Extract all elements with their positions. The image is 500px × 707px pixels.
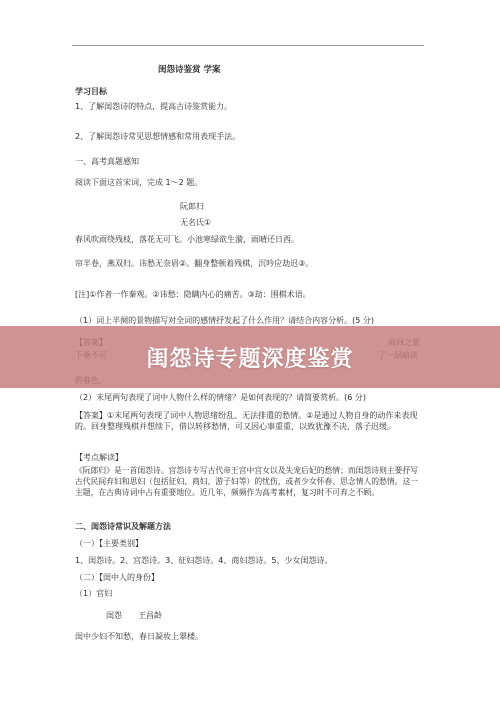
banner-title: 闺怨诗专题深度鉴赏 — [146, 346, 354, 372]
goal-item-2: 2、了解闺怨诗常见思想情感和常用表现手法。 — [75, 132, 241, 141]
poem-line-1: 春风吹雨绕残枝，落花无可飞。小池寒绿欲生漪，雨晴还日西。 — [75, 235, 299, 244]
question-2: （2）末尾两句表现了词中人物什么样的情绪？是如何表现的？请简要赏析。(6 分) — [75, 393, 366, 402]
poem-title: 阮郎归 — [180, 202, 204, 211]
analysis-text: 《阮郎归》是一首闺怨诗。宫怨诗专写古代帝王宫中宫女以及失宠后妃的愁情；而闺怨诗则主要抒写古代民间弃妇和思妇（包括征妇、商妇、游子妇等）的忧伤，或者少女怀春、思念情人的愁情。这一主题，在古典诗词中占有重要地位。近几年，频频作为高考素材，复习时不可弃之不顾。 — [75, 466, 419, 497]
analysis-heading: 【考点解读】 — [75, 453, 123, 462]
section2-types: 1、闺怨诗。2、宫怨诗。3、征妇怨诗。4、商妇怨诗。5、少女闺怨诗。 — [75, 556, 333, 565]
goals-heading: 学习目标 — [75, 87, 107, 96]
page-title: 闺怨诗鉴赏 学案 — [158, 65, 221, 75]
poem-note: [注]①作者一作秦观。②讳愁：隐瞒内心的痛苦。③劫：围棋术语。 — [75, 290, 311, 299]
section2-sub2: （二）【闺中人的身份】 — [75, 573, 159, 582]
section2-item1: （1）官妇 — [75, 589, 113, 598]
header-rule — [72, 45, 424, 46]
goal-item-1: 1、了解闺怨诗的特点，提高古诗鉴赏能力。 — [75, 102, 233, 111]
poem2-title: 闺怨 王昌龄 — [106, 611, 162, 620]
title-banner — [0, 326, 500, 388]
section1-instruction: 阅读下面这首宋词，完成 1～2 题。 — [75, 178, 203, 187]
poem-line-2: 帘半卷，燕双归。讳愁无奈眉②。翻身整顿着残棋，沉吟应劫迟③。 — [75, 259, 314, 268]
answer-2: 【答案】①末尾两句表现了词中人物思绪纷乱、无法排遣的愁情。②是通过人物自身的动作来表现的。回身整理残棋并想续下，借以转移愁情，可又因心事重重，以致犹豫不决，落子迟缓。 — [75, 411, 418, 431]
section1-heading: 一、高考真题感知 — [75, 157, 139, 166]
question-1: （1）词上半阕的景物描写对全词的感情抒发起了什么作用？请结合内容分析。(5 分) — [75, 316, 374, 325]
section2-sub1: （一）【主要类别】 — [75, 539, 143, 548]
section2-heading: 二、闺怨诗常识及解题方法 — [75, 522, 171, 531]
poem-author: 无名氏① — [180, 218, 212, 227]
poem2-line: 闺中少妇不知愁，春日凝妆上翠楼。 — [75, 632, 203, 641]
